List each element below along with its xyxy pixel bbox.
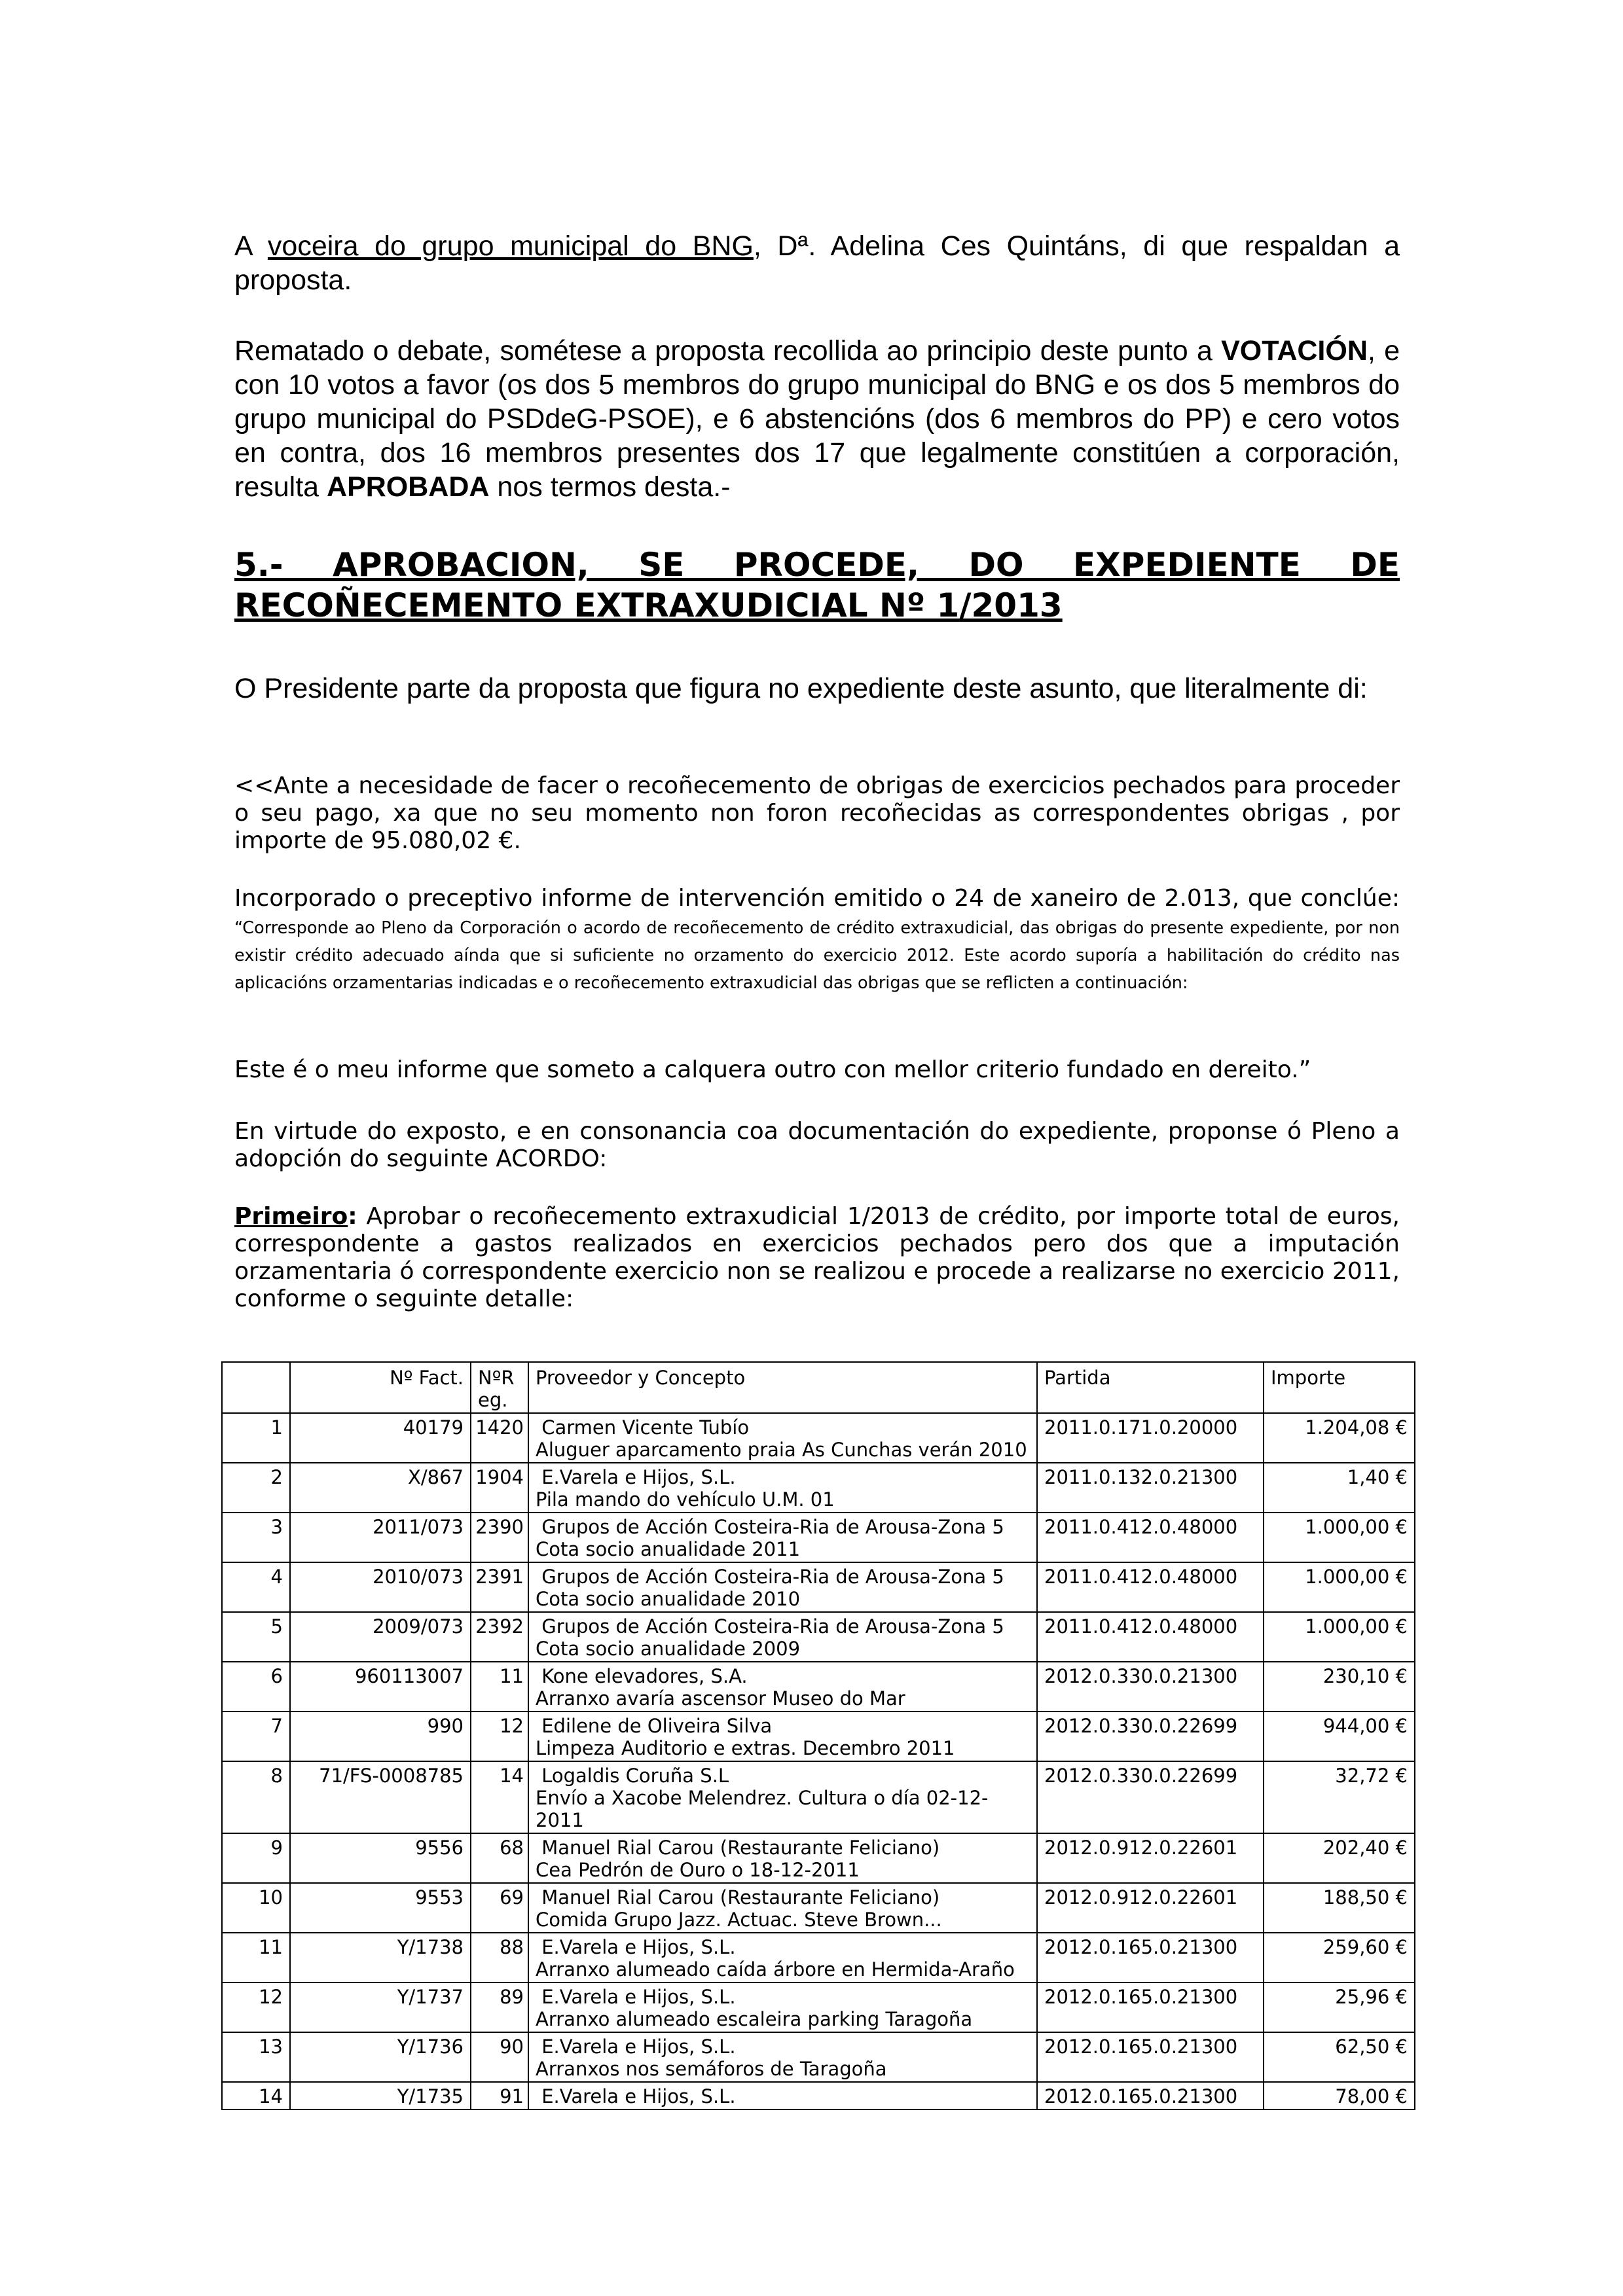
reg-number-cell: 2391 xyxy=(471,1562,528,1612)
proveedor-name: E.Varela e Hijos, S.L. xyxy=(536,1466,736,1488)
table-row xyxy=(222,1833,1415,1883)
fact-number-cell: 9553 xyxy=(290,1883,471,1933)
row-index-cell: 11 xyxy=(222,1933,290,1982)
partida-cell: 2011.0.412.0.48000 xyxy=(1037,1513,1264,1562)
fact-number-cell: X/867 xyxy=(290,1463,471,1513)
importe-cell: 944,00 € xyxy=(1264,1712,1415,1761)
vote-text: , e con 10 votos a favor (os dos 5 membros do grupo municipal do BNG e os dos 5 membros do grupo municipal do PSDdeG-PSOE), e 6 abstencións (dos 6 membros do PP) e cero votos en contra, dos 16 membros presentes dos 17 que legalmente constitúen a corporación, resulta xyxy=(234,335,1400,503)
reg-number-cell: 14 xyxy=(471,1761,528,1833)
partida-cell: 2011.0.132.0.21300 xyxy=(1037,1463,1264,1513)
reg-number-cell: 90 xyxy=(471,2032,528,2082)
header-proveedor: Proveedor y Concepto xyxy=(528,1362,1037,1413)
proveedor-concepto-cell xyxy=(528,1662,1037,1712)
table-row xyxy=(222,1712,1415,1761)
fact-number-cell: Y/1737 xyxy=(290,1982,471,2032)
row-index-cell: 12 xyxy=(222,1982,290,2032)
concepto-text: Aluguer aparcamento praia As Cunchas verán 2010 xyxy=(536,1439,1027,1461)
aprobada-label: APROBADA xyxy=(327,471,490,503)
proveedor-concepto-cell xyxy=(528,1883,1037,1933)
partida-cell: 2012.0.330.0.21300 xyxy=(1037,1662,1264,1712)
importe-cell: 1.000,00 € xyxy=(1264,1612,1415,1662)
header-importe: Importe xyxy=(1264,1362,1415,1413)
table-row xyxy=(222,1562,1415,1612)
vote-text: Rematado o debate, sométese a proposta recollida ao principio deste punto a xyxy=(234,335,1222,367)
primeiro-label: Primeiro xyxy=(234,1203,348,1230)
partida-cell: 2012.0.165.0.21300 xyxy=(1037,1982,1264,2032)
fact-number-cell: 990 xyxy=(290,1712,471,1761)
row-index-cell: 14 xyxy=(222,2082,290,2109)
partida-cell: 2012.0.165.0.21300 xyxy=(1037,2032,1264,2082)
concepto-text: Envío a Xacobe Melendrez. Cultura o día 02-12-2011 xyxy=(536,1787,989,1831)
invoice-table xyxy=(221,1361,1415,2110)
table-row xyxy=(222,1413,1415,1463)
table-row xyxy=(222,2032,1415,2082)
fact-number-cell: 2010/073 xyxy=(290,1562,471,1612)
header-reg: NºReg. xyxy=(471,1362,528,1413)
proveedor-concepto-cell xyxy=(528,2032,1037,2082)
proveedor-concepto-cell xyxy=(528,1612,1037,1662)
importe-cell: 25,96 € xyxy=(1264,1982,1415,2032)
proveedor-name: Grupos de Acción Costeira-Ria de Arousa-Zona 5 xyxy=(536,1566,1004,1588)
table-row xyxy=(222,1612,1415,1662)
row-index-cell: 4 xyxy=(222,1562,290,1612)
proveedor-name: E.Varela e Hijos, S.L. xyxy=(536,1936,736,1958)
proveedor-concepto-cell xyxy=(528,1982,1037,2032)
reg-number-cell: 69 xyxy=(471,1883,528,1933)
concepto-text: Cea Pedrón de Ouro o 18-12-2011 xyxy=(536,1859,860,1881)
heading-line-2: RECOÑECEMENTO EXTRAXUDICIAL Nº 1/2013 xyxy=(234,586,1063,624)
speaker-role: voceira do grupo municipal do BNG xyxy=(267,230,754,262)
row-index-cell: 10 xyxy=(222,1883,290,1933)
proveedor-concepto-cell xyxy=(528,1413,1037,1463)
row-index-cell: 2 xyxy=(222,1463,290,1513)
votacion-label: VOTACIÓN xyxy=(1221,335,1368,367)
proveedor-name: E.Varela e Hijos, S.L. xyxy=(536,2036,736,2058)
proveedor-concepto-cell xyxy=(528,1833,1037,1883)
ante-paragraph: <<Ante a necesidade de facer o recoñecemento de obrigas de exercicios pechados para proceder o seu pago, xa que no seu momento non foron recoñecidas as correspondentes obrigas , por importe de 95.080,02 €. xyxy=(234,772,1400,854)
row-index-cell: 5 xyxy=(222,1612,290,1662)
table-row xyxy=(222,1883,1415,1933)
fact-number-cell: 2009/073 xyxy=(290,1612,471,1662)
proveedor-name: Manuel Rial Carou (Restaurante Feliciano) xyxy=(536,1837,940,1859)
partida-cell: 2012.0.912.0.22601 xyxy=(1037,1833,1264,1883)
reg-number-cell: 12 xyxy=(471,1712,528,1761)
header-fact: Nº Fact. xyxy=(290,1362,471,1413)
importe-cell: 1.000,00 € xyxy=(1264,1562,1415,1612)
informe-paragraph xyxy=(234,885,1400,995)
section-heading xyxy=(234,545,1400,626)
proveedor-concepto-cell xyxy=(528,1463,1037,1513)
concepto-text: Limpeza Auditorio e extras. Decembro 2011 xyxy=(536,1737,955,1759)
concepto-text: Arranxo alumeado escaleira parking Taragoña xyxy=(536,2008,973,2030)
fact-number-cell: 9556 xyxy=(290,1833,471,1883)
importe-cell: 259,60 € xyxy=(1264,1933,1415,1982)
table-row xyxy=(222,1761,1415,1833)
este-paragraph: Este é o meu informe que someto a calquera outro con mellor criterio fundado en dereito.” xyxy=(234,1056,1311,1083)
fact-number-cell: 71/FS-0008785 xyxy=(290,1761,471,1833)
intro-text: A xyxy=(234,230,268,262)
partida-cell: 2011.0.171.0.20000 xyxy=(1037,1413,1264,1463)
primeiro-text: Aprobar o recoñecemento extraxudicial 1/2013 de crédito, por importe total de euros, correspondente a gastos realizados en exercicios pechados pero dos que a imputación orzamentaria ó correspondente exercicio non se realizou e procede a realizarse no exercicio 2011, conforme o seguinte detalle: xyxy=(234,1203,1400,1312)
reg-number-cell: 1420 xyxy=(471,1413,528,1463)
proveedor-concepto-cell xyxy=(528,1562,1037,1612)
proveedor-name: E.Varela e Hijos, S.L. xyxy=(536,1986,736,2008)
proveedor-name: Edilene de Oliveira Silva xyxy=(536,1715,773,1737)
reg-number-cell: 1904 xyxy=(471,1463,528,1513)
fact-number-cell: 2011/073 xyxy=(290,1513,471,1562)
concepto-text: Arranxo alumeado caída árbore en Hermida-Araño xyxy=(536,1958,1015,1981)
proveedor-concepto-cell xyxy=(528,1761,1037,1833)
concepto-text: Cota socio anualidade 2011 xyxy=(536,1538,801,1560)
fact-number-cell: Y/1736 xyxy=(290,2032,471,2082)
partida-cell: 2012.0.912.0.22601 xyxy=(1037,1883,1264,1933)
header-index xyxy=(222,1362,290,1413)
fact-number-cell: 960113007 xyxy=(290,1662,471,1712)
table-row xyxy=(222,2082,1415,2109)
row-index-cell: 13 xyxy=(222,2032,290,2082)
proveedor-concepto-cell xyxy=(528,1712,1037,1761)
informe-quote: “Corresponde ao Pleno da Corporación o acordo de recoñecemento de crédito extraxudicial, das obrigas do presente expediente, por non existir crédito adecuado aínda que si suficiente no orzamento do exercicio 2012. Este acordo suporía a habilitación do crédito nas aplicacións orzamentarias indicadas e o recoñecemento extraxudicial das obrigas que se reflicten a continuación: xyxy=(234,918,1400,993)
proveedor-name: Grupos de Acción Costeira-Ria de Arousa-Zona 5 xyxy=(536,1516,1004,1538)
table-row xyxy=(222,1933,1415,1982)
importe-cell: 230,10 € xyxy=(1264,1662,1415,1712)
partida-cell: 2012.0.330.0.22699 xyxy=(1037,1712,1264,1761)
proveedor-concepto-cell xyxy=(528,1933,1037,1982)
primeiro-paragraph xyxy=(234,1203,1400,1313)
reg-number-cell: 11 xyxy=(471,1662,528,1712)
proveedor-name: Carmen Vicente Tubío xyxy=(536,1416,750,1439)
header-partida: Partida xyxy=(1037,1362,1264,1413)
proveedor-concepto-cell xyxy=(528,1513,1037,1562)
presidente-paragraph: O Presidente parte da proposta que figura no expediente deste asunto, que literalmente di: xyxy=(234,673,1368,704)
fact-number-cell: Y/1738 xyxy=(290,1933,471,1982)
concepto-text: Pila mando do vehículo U.M. 01 xyxy=(536,1488,835,1511)
table-row xyxy=(222,1982,1415,2032)
importe-cell: 62,50 € xyxy=(1264,2032,1415,2082)
virtude-paragraph: En virtude do exposto, e en consonancia coa documentación do expediente, proponse ó Pleno a adopción do seguinte ACORDO: xyxy=(234,1118,1400,1172)
table-row xyxy=(222,1463,1415,1513)
concepto-text: Cota socio anualidade 2010 xyxy=(536,1588,801,1610)
importe-cell: 78,00 € xyxy=(1264,2082,1415,2109)
reg-number-cell: 91 xyxy=(471,2082,528,2109)
importe-cell: 188,50 € xyxy=(1264,1883,1415,1933)
row-index-cell: 8 xyxy=(222,1761,290,1833)
reg-number-cell: 2392 xyxy=(471,1612,528,1662)
importe-cell: 32,72 € xyxy=(1264,1761,1415,1833)
vote-text: nos termos desta.- xyxy=(489,471,731,503)
importe-cell: 1,40 € xyxy=(1264,1463,1415,1513)
concepto-text: Arranxo avaría ascensor Museo do Mar xyxy=(536,1687,905,1710)
reg-number-cell: 89 xyxy=(471,1982,528,2032)
primeiro-colon: : xyxy=(348,1203,357,1230)
fact-number-cell: 40179 xyxy=(290,1413,471,1463)
row-index-cell: 3 xyxy=(222,1513,290,1562)
row-index-cell: 6 xyxy=(222,1662,290,1712)
reg-number-cell: 2390 xyxy=(471,1513,528,1562)
proveedor-name: Kone elevadores, S.A. xyxy=(536,1665,748,1687)
importe-cell: 1.204,08 € xyxy=(1264,1413,1415,1463)
row-index-cell: 7 xyxy=(222,1712,290,1761)
table-row xyxy=(222,1513,1415,1562)
vote-paragraph xyxy=(234,334,1400,504)
proveedor-name: Manuel Rial Carou (Restaurante Feliciano) xyxy=(536,1886,940,1909)
partida-cell: 2012.0.165.0.21300 xyxy=(1037,2082,1264,2109)
incorporado-text: Incorporado o preceptivo informe de intervención emitido o 24 de xaneiro de 2.013, que conclúe: xyxy=(234,885,1400,912)
partida-cell: 2011.0.412.0.48000 xyxy=(1037,1612,1264,1662)
row-index-cell: 9 xyxy=(222,1833,290,1883)
proveedor-concepto-cell xyxy=(528,2082,1037,2109)
partida-cell: 2012.0.165.0.21300 xyxy=(1037,1933,1264,1982)
importe-cell: 1.000,00 € xyxy=(1264,1513,1415,1562)
reg-number-cell: 68 xyxy=(471,1833,528,1883)
table-header-row xyxy=(222,1362,1415,1413)
concepto-text: Arranxos nos semáforos de Taragoña xyxy=(536,2058,887,2080)
partida-cell: 2011.0.412.0.48000 xyxy=(1037,1562,1264,1612)
proveedor-name: Grupos de Acción Costeira-Ria de Arousa-Zona 5 xyxy=(536,1615,1004,1638)
partida-cell: 2012.0.330.0.22699 xyxy=(1037,1761,1264,1833)
proveedor-name: E.Varela e Hijos, S.L. xyxy=(536,2085,736,2108)
heading-line-1: 5.- APROBACION, SE PROCEDE, DO EXPEDIENTE DE xyxy=(234,546,1400,584)
intro-paragraph-1 xyxy=(234,229,1400,297)
reg-number-cell: 88 xyxy=(471,1933,528,1982)
table-row xyxy=(222,1662,1415,1712)
concepto-text: Comida Grupo Jazz. Actuac. Steve Brown... xyxy=(536,1909,942,1931)
proveedor-name: Logaldis Coruña S.L xyxy=(536,1765,729,1787)
concepto-text: Cota socio anualidade 2009 xyxy=(536,1638,801,1660)
fact-number-cell: Y/1735 xyxy=(290,2082,471,2109)
row-index-cell: 1 xyxy=(222,1413,290,1463)
intro-text: , Dª. Adelina Ces Quintáns, di que respaldan a proposta. xyxy=(234,230,1400,296)
importe-cell: 202,40 € xyxy=(1264,1833,1415,1883)
